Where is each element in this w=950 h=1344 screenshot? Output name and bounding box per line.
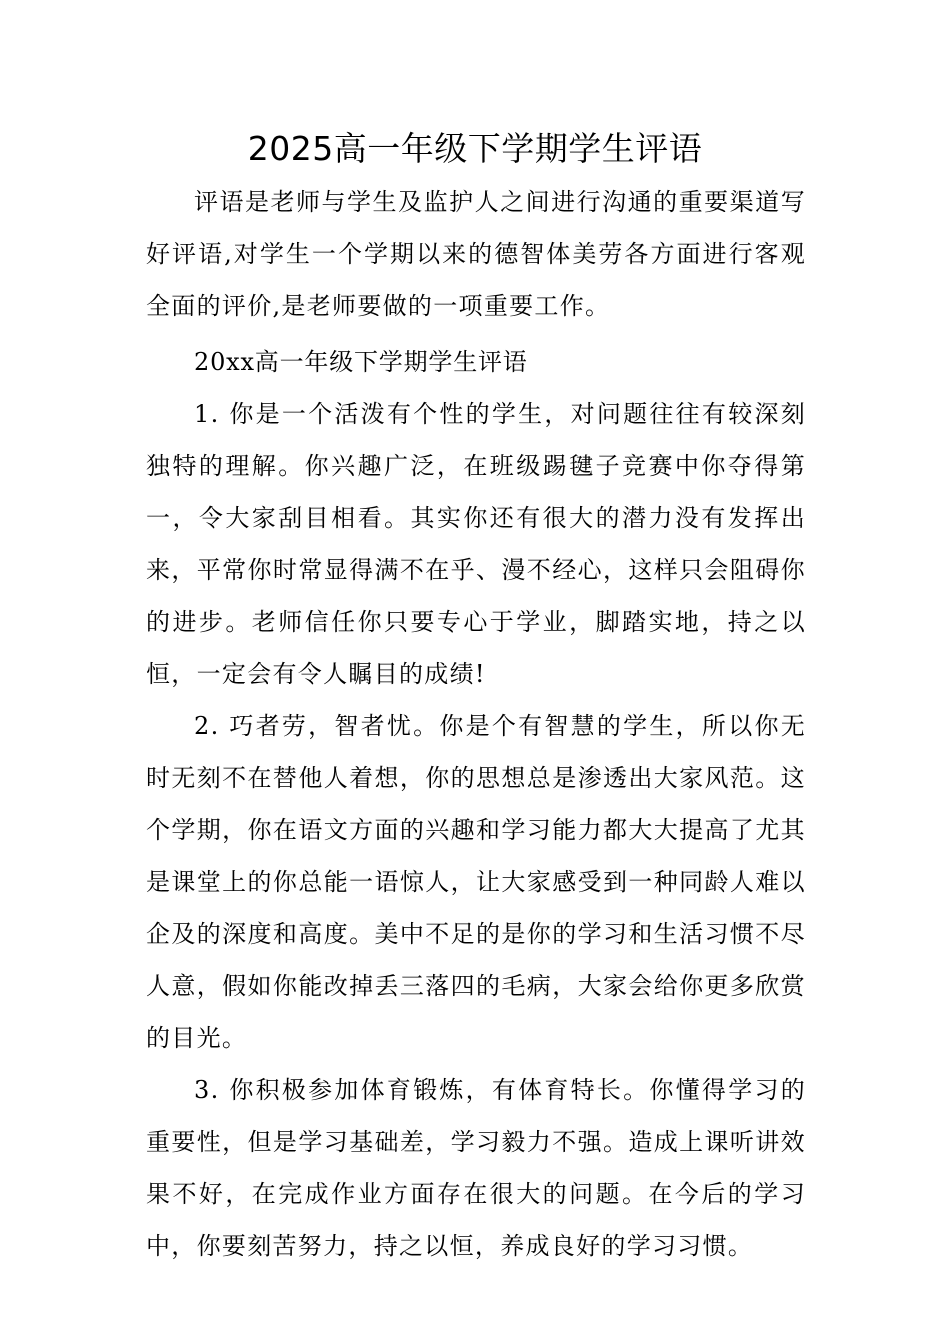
section-heading: 20xx高一年级下学期学生评语 <box>194 348 528 376</box>
document-body <box>146 176 806 1272</box>
comment-paragraph-3: 3. 你积极参加体育锻炼，有体育特长。你懂得学习的重要性，但是学习基础差，学习毅力不强。造成上课听讲效果不好，在完成作业方面存在很大的问题。在今后的学习中，你要刻苦努力，持之以恒，养成良好的学习习惯。 <box>146 1076 806 1260</box>
comment-paragraph-2: 2. 巧者劳，智者忧。你是个有智慧的学生，所以你无时无刻不在替他人着想，你的思想总是渗透出大家风范。这个学期，你在语文方面的兴趣和学习能力都大大提高了尤其是课堂上的你总能一语惊人，让大家感受到一种同龄人难以企及的深度和高度。美中不足的是你的学习和生活习惯不尽人意，假如你能改掉丢三落四的毛病，大家会给你更多欣赏的目光。 <box>146 712 806 1052</box>
document-title: 2025高一年级下学期学生评语 <box>247 129 703 168</box>
comment-paragraph-1: 1. 你是一个活泼有个性的学生，对问题往往有较深刻独特的理解。你兴趣广泛，在班级踢毽子竞赛中你夺得第一，令大家刮目相看。其实你还有很大的潜力没有发挥出来，平常你时常显得满不在乎、漫不经心，这样只会阻碍你的进步。老师信任你只要专心于学业，脚踏实地，持之以恒，一定会有令人瞩目的成绩! <box>146 400 806 688</box>
intro-paragraph: 评语是老师与学生及监护人之间进行沟通的重要渠道写好评语,对学生一个学期以来的德智体美劳各方面进行客观全面的评价,是老师要做的一项重要工作。 <box>146 188 806 320</box>
